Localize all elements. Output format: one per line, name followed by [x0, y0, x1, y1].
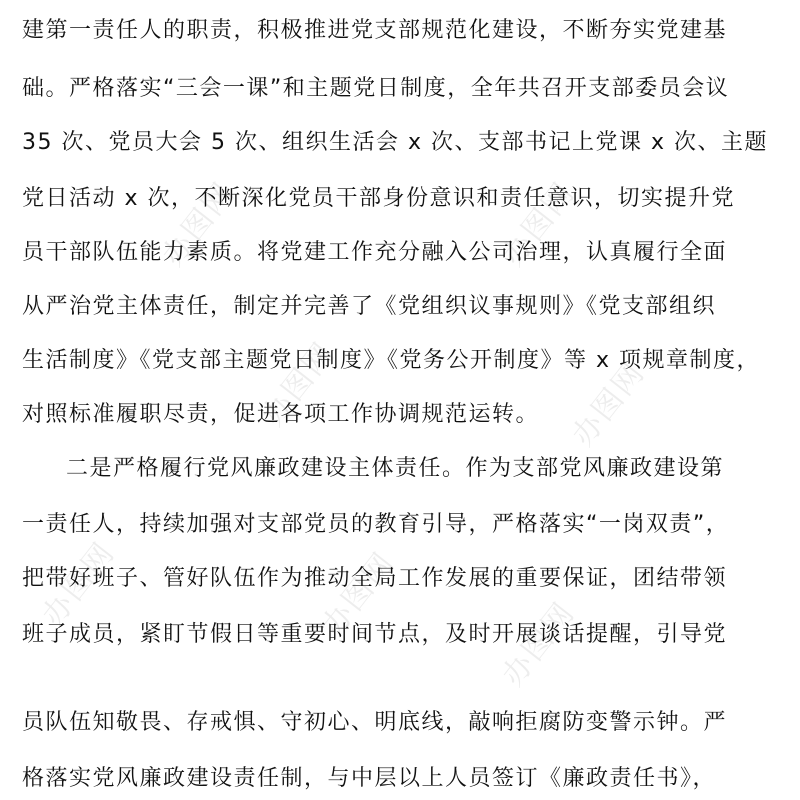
- paragraph-line: 35 次、党员大会 5 次、组织生活会 x 次、支部书记上党课 x 次、主题: [22, 130, 768, 155]
- paragraph-line: 格落实党风廉政建设责任制，与中层以上人员签订《廉政责任书》，: [22, 766, 717, 791]
- watermark: 办图网: [495, 175, 583, 273]
- paragraph-line: 员干部队伍能力素质。将党建工作充分融入公司治理，认真履行全面: [22, 240, 728, 265]
- watermark: 办图网: [565, 355, 653, 453]
- watermark: 办图网: [315, 545, 403, 643]
- paragraph-line: 建第一责任人的职责，积极推进党支部规范化建设，不断夯实党建基: [22, 18, 728, 43]
- paragraph-line: 班子成员，紧盯节假日等重要时间节点，及时开展谈话提醒，引导党: [22, 622, 728, 647]
- paragraph-line: 把带好班子、管好队伍作为推动全局工作发展的重要保证，团结带领: [22, 566, 728, 591]
- paragraph-line: 础。严格落实“三会一课”和主题党日制度，全年共召开支部委员会议: [22, 76, 730, 101]
- paragraph-line: 生活制度》《党支部主题党日制度》《党务公开制度》等 x 项规章制度，: [22, 348, 761, 373]
- paragraph-line: 党日活动 x 次，不断深化党员干部身份意识和责任意识，切实提升党: [22, 186, 736, 211]
- watermark: 办图网: [155, 175, 243, 273]
- paragraph-line: 从严治党主体责任，制定并完善了《党组织议事规则》《党支部组织: [22, 294, 717, 319]
- watermark: 办图网: [495, 595, 583, 693]
- watermark: 办图网: [35, 535, 123, 633]
- watermark: 办图网: [255, 335, 343, 433]
- paragraph-line: 二是严格履行党风廉政建设主体责任。作为支部党风廉政建设第: [66, 456, 725, 481]
- paragraph-line: 员队伍知敬畏、存戒惧、守初心、明底线，敲响拒腐防变警示钟。严: [22, 710, 728, 735]
- paragraph-line: 对照标准履职尽责，促进各项工作协调规范运转。: [22, 402, 540, 427]
- paragraph-line: 一责任人，持续加强对支部党员的教育引导，严格落实“一岗双责”，: [22, 512, 730, 537]
